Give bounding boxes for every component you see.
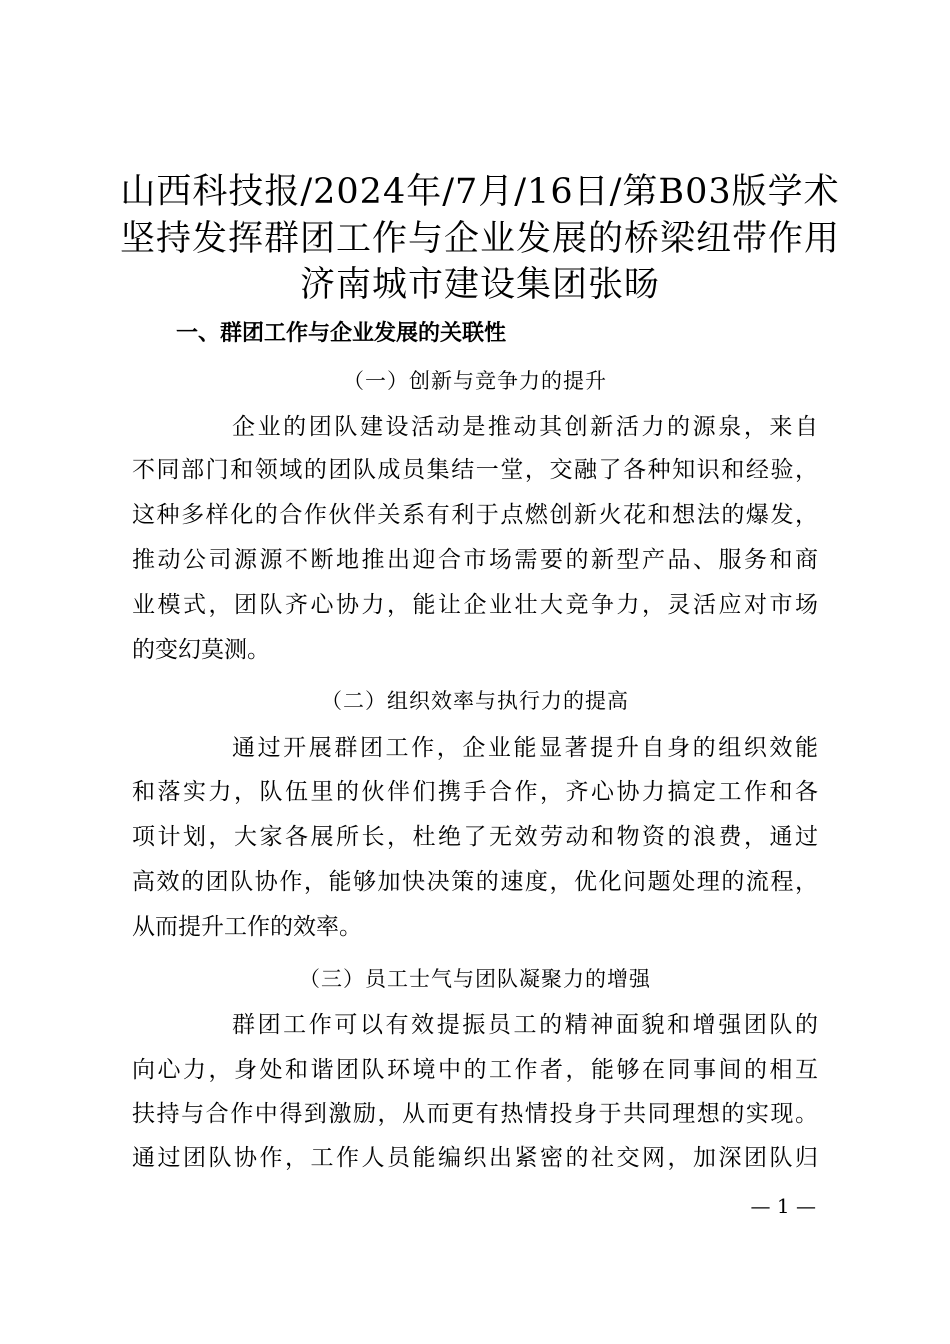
subsection-heading-2: （二）组织效率与执行力的提高 [321,689,629,713]
paragraph-line: 业模式，团队齐心协力，能让企业壮大竞争力，灵活应对市场 [132,592,818,618]
paragraph-line: 通过团队协作，工作人员能编织出紧密的社交网，加深团队归 [132,1145,818,1171]
paragraph-line: 的变幻莫测。 [132,637,270,663]
section-heading: 一、群团工作与企业发展的关联性 [176,321,507,346]
paragraph-line: 高效的团队协作，能够加快决策的速度，优化问题处理的流程， [132,869,818,895]
subsection-heading-3: （三）员工士气与团队凝聚力的增强 [299,967,651,991]
subsection-heading-1: （一）创新与竞争力的提升 [343,369,607,393]
paragraph-line: 和落实力，队伍里的伙伴们携手合作，齐心协力搞定工作和各 [132,779,818,805]
title-line-source: 山西科技报/2024年/7月/16日/第B03版学术 [120,172,840,212]
paragraph-line: 从而提升工作的效率。 [132,914,362,940]
paragraph-line: 这种多样化的合作伙伴关系有利于点燃创新火花和想法的爆发， [132,502,818,528]
title-line-headline: 坚持发挥群团工作与企业发展的桥梁纽带作用 [120,219,841,259]
page-number: — 1 — [750,1194,816,1218]
paragraph-line: 向心力，身处和谐团队环境中的工作者，能够在同事间的相互 [132,1057,818,1083]
paragraph-line: 通过开展群团工作，企业能显著提升自身的组织效能 [232,735,818,761]
paragraph-line: 群团工作可以有效提振员工的精神面貌和增强团队的 [232,1012,818,1038]
paragraph-line: 项计划，大家各展所长，杜绝了无效劳动和物资的浪费，通过 [132,824,818,850]
title-line-author: 济南城市建设集团张旸 [299,265,660,305]
paragraph-line: 不同部门和领域的团队成员集结一堂，交融了各种知识和经验， [132,457,818,483]
paragraph-line: 扶持与合作中得到激励，从而更有热情投身于共同理想的实现。 [132,1101,818,1127]
paragraph-line: 企业的团队建设活动是推动其创新活力的源泉，来自 [232,414,818,440]
paragraph-line: 推动公司源源不断地推出迎合市场需要的新型产品、服务和商 [132,547,818,573]
